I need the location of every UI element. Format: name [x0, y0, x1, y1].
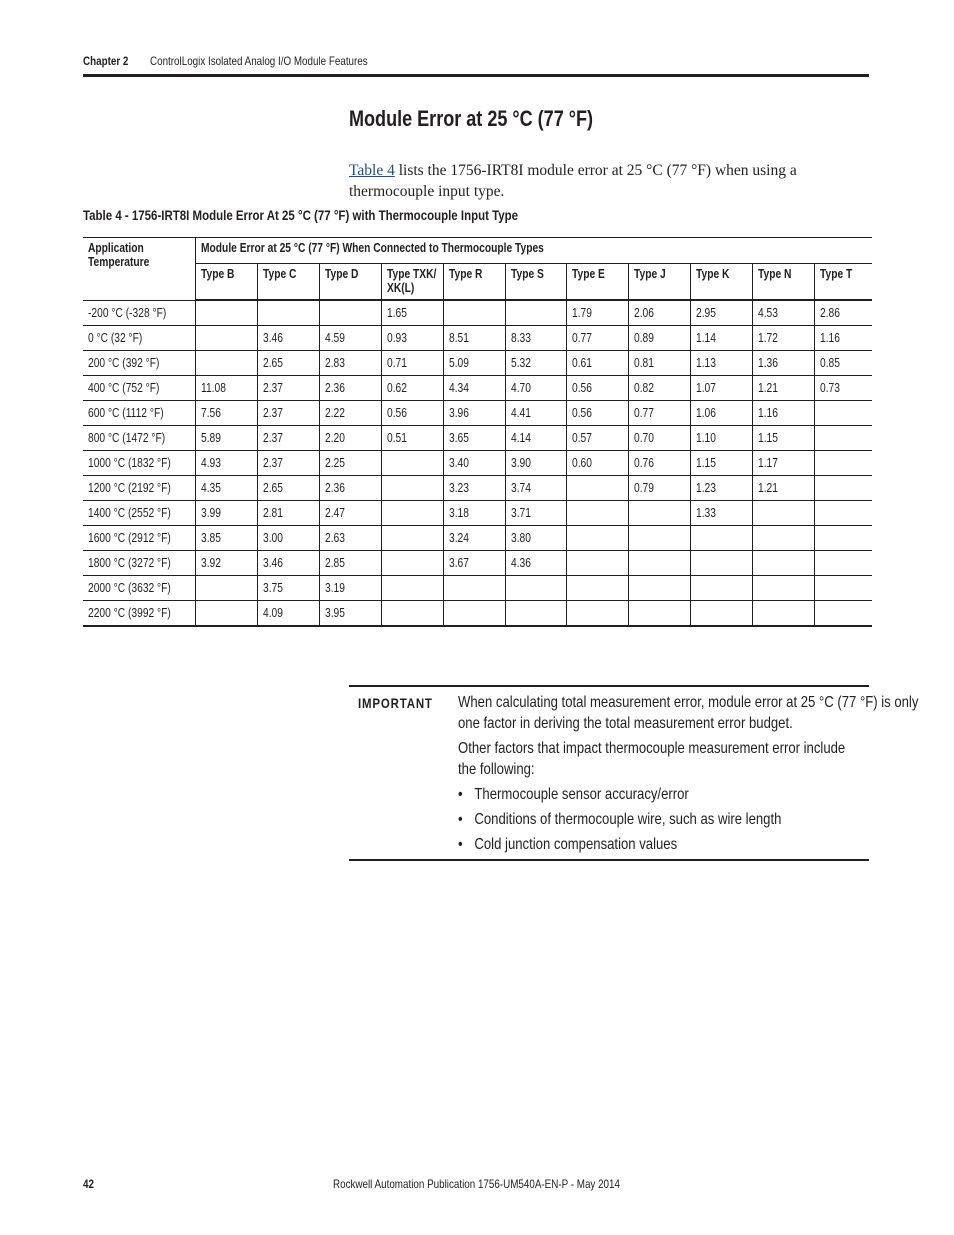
- error-value-cell: 2.65: [257, 351, 319, 376]
- module-error-group-header: Module Error at 25 °C (77 °F) When Connected to Thermocouple Types: [195, 238, 872, 264]
- error-value-cell: [505, 576, 566, 601]
- temperature-cell: 0 °C (32 °F): [83, 326, 195, 351]
- table-row: [83, 351, 872, 376]
- error-value-cell: 0.60: [566, 451, 628, 476]
- column-header: Type B: [195, 264, 257, 301]
- error-value-cell: 1.16: [814, 326, 872, 351]
- error-value-cell: 0.89: [628, 326, 690, 351]
- error-value-cell: 1.79: [566, 300, 628, 326]
- temperature-cell: 800 °C (1472 °F): [83, 426, 195, 451]
- error-value-cell: 3.23: [443, 476, 505, 501]
- error-value-cell: [628, 576, 690, 601]
- error-value-cell: [628, 501, 690, 526]
- column-header: Type K: [690, 264, 752, 301]
- temperature-cell: 1200 °C (2192 °F): [83, 476, 195, 501]
- error-value-cell: [505, 601, 566, 627]
- important-body: [458, 692, 919, 859]
- error-value-cell: [566, 501, 628, 526]
- error-value-cell: 2.37: [257, 426, 319, 451]
- bullet-icon: •: [458, 811, 463, 828]
- column-header: Type N: [752, 264, 814, 301]
- error-value-cell: [814, 426, 872, 451]
- table-row: [83, 326, 872, 351]
- error-value-cell: 1.16: [752, 401, 814, 426]
- error-value-cell: [752, 576, 814, 601]
- error-value-cell: 0.56: [566, 401, 628, 426]
- bullet-icon: •: [458, 786, 463, 803]
- table-4-link[interactable]: Table 4: [349, 162, 395, 179]
- table-row: [83, 601, 872, 627]
- error-value-cell: [195, 576, 257, 601]
- table-row: [83, 551, 872, 576]
- error-value-cell: 2.06: [628, 300, 690, 326]
- error-value-cell: 3.99: [195, 501, 257, 526]
- error-value-cell: 2.86: [814, 300, 872, 326]
- error-value-cell: 4.14: [505, 426, 566, 451]
- error-value-cell: [752, 551, 814, 576]
- column-header: Type C: [257, 264, 319, 301]
- table-caption: Table 4 - 1756-IRT8I Module Error At 25 °C (77 °F) with Thermocouple Input Type: [83, 207, 519, 223]
- temperature-cell: 2000 °C (3632 °F): [83, 576, 195, 601]
- error-value-cell: [195, 326, 257, 351]
- error-value-cell: 0.56: [381, 401, 443, 426]
- error-value-cell: 2.20: [319, 426, 381, 451]
- error-value-cell: 3.95: [319, 601, 381, 627]
- error-value-cell: 1.23: [690, 476, 752, 501]
- intro-paragraph: [349, 160, 869, 202]
- table-row: [83, 526, 872, 551]
- error-value-cell: [628, 526, 690, 551]
- intro-text-line2: thermocouple input type.: [349, 183, 505, 200]
- error-value-cell: 2.36: [319, 376, 381, 401]
- error-value-cell: [752, 526, 814, 551]
- error-value-cell: 3.71: [505, 501, 566, 526]
- error-value-cell: [566, 526, 628, 551]
- error-value-cell: [566, 576, 628, 601]
- error-value-cell: [814, 401, 872, 426]
- error-value-cell: [814, 526, 872, 551]
- error-value-cell: [319, 300, 381, 326]
- error-value-cell: 2.37: [257, 451, 319, 476]
- error-value-cell: [752, 501, 814, 526]
- temperature-cell: 1400 °C (2552 °F): [83, 501, 195, 526]
- error-value-cell: [628, 601, 690, 627]
- column-header: Type R: [443, 264, 505, 301]
- temperature-cell: 1600 °C (2912 °F): [83, 526, 195, 551]
- temperature-cell: 200 °C (392 °F): [83, 351, 195, 376]
- error-value-cell: 3.00: [257, 526, 319, 551]
- important-paragraph-1: When calculating total measurement error, module error at 25 °C (77 °F) is only one factor in deriving the total measurement error budget.: [458, 694, 919, 732]
- error-value-cell: 1.07: [690, 376, 752, 401]
- error-value-cell: 1.06: [690, 401, 752, 426]
- error-value-cell: 5.32: [505, 351, 566, 376]
- error-value-cell: 3.80: [505, 526, 566, 551]
- column-header: Type S: [505, 264, 566, 301]
- error-value-cell: 3.96: [443, 401, 505, 426]
- error-value-cell: 2.81: [257, 501, 319, 526]
- error-value-cell: 3.75: [257, 576, 319, 601]
- error-value-cell: 5.89: [195, 426, 257, 451]
- error-value-cell: [381, 451, 443, 476]
- bullet-text: Cold junction compensation values: [474, 836, 678, 853]
- error-value-cell: 2.25: [319, 451, 381, 476]
- error-value-cell: 2.37: [257, 401, 319, 426]
- table-row: [83, 451, 872, 476]
- error-value-cell: [195, 351, 257, 376]
- column-header: Type D: [319, 264, 381, 301]
- error-value-cell: 0.51: [381, 426, 443, 451]
- error-value-cell: 0.71: [381, 351, 443, 376]
- bullet-item: [458, 834, 884, 855]
- error-value-cell: 1.15: [690, 451, 752, 476]
- error-value-cell: 3.19: [319, 576, 381, 601]
- error-value-cell: [381, 601, 443, 627]
- error-value-cell: [690, 551, 752, 576]
- error-value-cell: [690, 601, 752, 627]
- error-value-cell: 8.33: [505, 326, 566, 351]
- error-value-cell: [257, 300, 319, 326]
- error-value-cell: 3.85: [195, 526, 257, 551]
- error-value-cell: 1.17: [752, 451, 814, 476]
- error-value-cell: [195, 601, 257, 627]
- error-value-cell: 4.09: [257, 601, 319, 627]
- page-number: 42: [83, 1177, 94, 1191]
- error-value-cell: 2.65: [257, 476, 319, 501]
- error-value-cell: 0.70: [628, 426, 690, 451]
- error-value-cell: 5.09: [443, 351, 505, 376]
- error-value-cell: [381, 476, 443, 501]
- important-bullet-list: [458, 784, 884, 855]
- error-value-cell: 3.67: [443, 551, 505, 576]
- error-value-cell: 3.92: [195, 551, 257, 576]
- error-value-cell: 4.41: [505, 401, 566, 426]
- error-value-cell: 0.61: [566, 351, 628, 376]
- application-temperature-header: Application Temperature: [83, 238, 195, 301]
- error-value-cell: 0.85: [814, 351, 872, 376]
- error-value-cell: 2.36: [319, 476, 381, 501]
- table-header-row: [83, 238, 872, 264]
- error-value-cell: 3.46: [257, 551, 319, 576]
- important-paragraph-2: Other factors that impact thermocouple measurement error include the following:: [458, 740, 846, 778]
- error-value-cell: 3.65: [443, 426, 505, 451]
- bullet-item: [458, 784, 884, 805]
- error-value-cell: 3.24: [443, 526, 505, 551]
- error-value-cell: 1.15: [752, 426, 814, 451]
- table-row: [83, 376, 872, 401]
- error-value-cell: [814, 501, 872, 526]
- error-value-cell: 0.76: [628, 451, 690, 476]
- error-value-cell: 4.53: [752, 300, 814, 326]
- temperature-cell: 2200 °C (3992 °F): [83, 601, 195, 627]
- table-row: [83, 576, 872, 601]
- error-value-cell: [566, 551, 628, 576]
- error-value-cell: 0.73: [814, 376, 872, 401]
- error-value-cell: 1.65: [381, 300, 443, 326]
- error-value-cell: [814, 601, 872, 627]
- error-value-cell: 0.93: [381, 326, 443, 351]
- error-value-cell: [814, 451, 872, 476]
- error-value-cell: 3.46: [257, 326, 319, 351]
- error-value-cell: 4.35: [195, 476, 257, 501]
- thermocouple-type-header-row: [83, 264, 872, 301]
- error-value-cell: [381, 576, 443, 601]
- error-value-cell: 1.36: [752, 351, 814, 376]
- error-value-cell: 11.08: [195, 376, 257, 401]
- error-value-cell: [814, 476, 872, 501]
- temperature-cell: -200 °C (-328 °F): [83, 300, 195, 326]
- error-value-cell: 4.70: [505, 376, 566, 401]
- table-row: [83, 300, 872, 326]
- important-label: IMPORTANT: [358, 695, 433, 711]
- error-value-cell: 4.59: [319, 326, 381, 351]
- error-value-cell: [443, 300, 505, 326]
- error-value-cell: 1.14: [690, 326, 752, 351]
- error-value-cell: [443, 601, 505, 627]
- error-value-cell: 0.56: [566, 376, 628, 401]
- error-value-cell: 2.95: [690, 300, 752, 326]
- error-value-cell: 2.63: [319, 526, 381, 551]
- intro-text-line1: lists the 1756-IRT8I module error at 25 °C (77 °F) when using a: [394, 162, 797, 179]
- error-value-cell: 0.77: [628, 401, 690, 426]
- error-value-cell: [566, 601, 628, 627]
- page-header: [83, 52, 869, 77]
- error-value-cell: 2.22: [319, 401, 381, 426]
- chapter-title: ControlLogix Isolated Analog I/O Module Features: [150, 54, 368, 68]
- error-value-cell: 8.51: [443, 326, 505, 351]
- error-value-cell: [752, 601, 814, 627]
- error-value-cell: 0.81: [628, 351, 690, 376]
- error-value-cell: 0.57: [566, 426, 628, 451]
- temperature-cell: 600 °C (1112 °F): [83, 401, 195, 426]
- bullet-text: Thermocouple sensor accuracy/error: [474, 786, 689, 803]
- column-header: Type E: [566, 264, 628, 301]
- table-row: [83, 501, 872, 526]
- error-value-cell: 0.77: [566, 326, 628, 351]
- error-value-cell: [381, 526, 443, 551]
- error-value-cell: 1.13: [690, 351, 752, 376]
- bullet-icon: •: [458, 836, 463, 853]
- table-row: [83, 426, 872, 451]
- temperature-cell: 400 °C (752 °F): [83, 376, 195, 401]
- error-value-cell: [381, 551, 443, 576]
- error-value-cell: 0.82: [628, 376, 690, 401]
- error-value-cell: [814, 576, 872, 601]
- bullet-text: Conditions of thermocouple wire, such as wire length: [474, 811, 782, 828]
- error-value-cell: [381, 501, 443, 526]
- error-value-cell: [443, 576, 505, 601]
- table-row: [83, 476, 872, 501]
- error-value-cell: [195, 300, 257, 326]
- temperature-cell: 1000 °C (1832 °F): [83, 451, 195, 476]
- error-value-cell: [690, 576, 752, 601]
- chapter-label: Chapter 2: [83, 54, 129, 68]
- table-row: [83, 401, 872, 426]
- error-value-cell: 1.33: [690, 501, 752, 526]
- error-value-cell: 3.18: [443, 501, 505, 526]
- column-header: Type TXK/ XK(L): [381, 264, 443, 301]
- important-notice: [349, 685, 919, 861]
- error-value-cell: 4.34: [443, 376, 505, 401]
- error-value-cell: 1.72: [752, 326, 814, 351]
- bullet-item: [458, 809, 884, 830]
- error-value-cell: 2.85: [319, 551, 381, 576]
- column-header: Type J: [628, 264, 690, 301]
- error-value-cell: 2.47: [319, 501, 381, 526]
- error-value-cell: 2.83: [319, 351, 381, 376]
- error-value-cell: 1.21: [752, 476, 814, 501]
- column-header: Type T: [814, 264, 872, 301]
- error-value-cell: 1.21: [752, 376, 814, 401]
- error-value-cell: 1.10: [690, 426, 752, 451]
- module-error-table: [83, 237, 872, 627]
- error-value-cell: [628, 551, 690, 576]
- error-value-cell: 4.93: [195, 451, 257, 476]
- temperature-cell: 1800 °C (3272 °F): [83, 551, 195, 576]
- error-value-cell: 0.62: [381, 376, 443, 401]
- error-value-cell: [814, 551, 872, 576]
- error-value-cell: [505, 300, 566, 326]
- error-value-cell: 4.36: [505, 551, 566, 576]
- error-value-cell: [690, 526, 752, 551]
- error-value-cell: 3.74: [505, 476, 566, 501]
- section-heading: Module Error at 25 °C (77 °F): [349, 106, 593, 131]
- error-value-cell: 0.79: [628, 476, 690, 501]
- error-value-cell: [566, 476, 628, 501]
- error-value-cell: 2.37: [257, 376, 319, 401]
- error-value-cell: 7.56: [195, 401, 257, 426]
- error-value-cell: 3.40: [443, 451, 505, 476]
- error-value-cell: 3.90: [505, 451, 566, 476]
- publication-info: Rockwell Automation Publication 1756-UM540A-EN-P - May 2014: [333, 1177, 620, 1191]
